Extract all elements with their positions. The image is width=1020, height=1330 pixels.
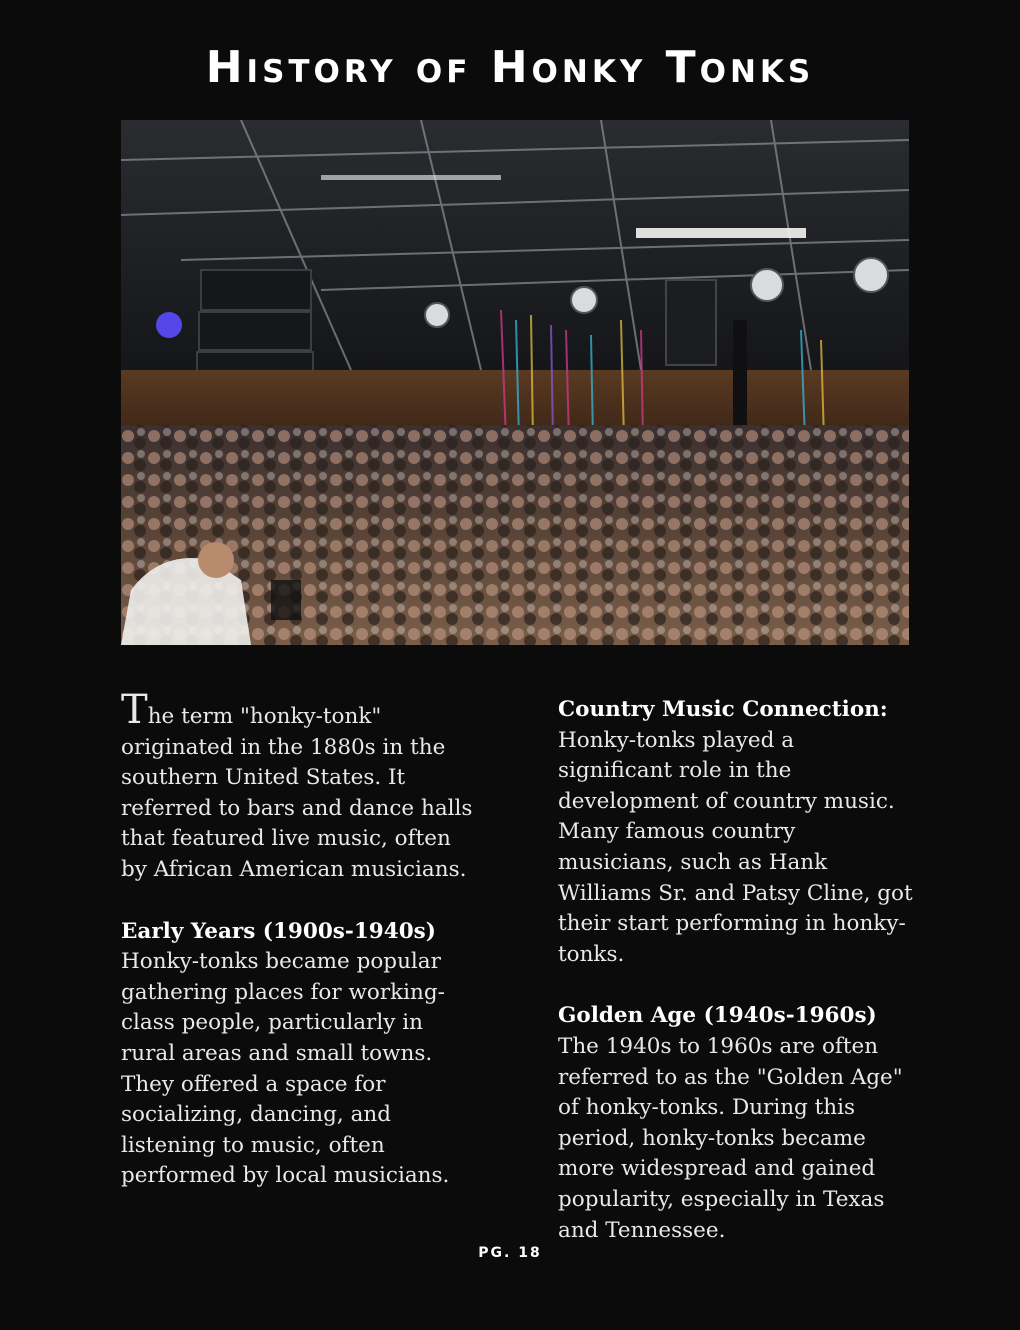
country-music-text: Honky-tonks played a significant role in the development of country music. Many famous country musicians, such as Hank Williams Sr. and Patsy Cline, got their start performing in honky-tonks. (558, 727, 913, 967)
country-music-section (558, 695, 914, 970)
page-title: History of Honky Tonks (205, 42, 815, 93)
golden-age-heading: Golden Age (1940s-1960s) (558, 1003, 877, 1029)
drop-cap: T (121, 687, 148, 733)
early-years-section (121, 917, 477, 1192)
intro-paragraph (121, 687, 477, 886)
page-number: PG. 18 (478, 1245, 542, 1261)
golden-age-section (558, 1001, 914, 1246)
country-music-heading: Country Music Connection: (558, 697, 888, 722)
crowd-photo (121, 120, 909, 645)
right-column (558, 695, 914, 1277)
early-years-heading: Early Years (1900s-1940s) (121, 918, 436, 944)
golden-age-text: The 1940s to 1960s are often referred to as the "Golden Age" of honky-tonks. During this period, honky-tonks became more widespread and gained popularity, especially in Texas and Tennessee. (558, 1033, 903, 1243)
early-years-text: Honky-tonks became popular gathering places for working-class people, particularly in rural areas and small towns. They offered a space for socializing, dancing, and listening to music, often performed by local musicians. (121, 949, 450, 1189)
left-column (121, 687, 477, 1223)
intro-text: he term "honky-tonk" originated in the 1880s in the southern United States. It referred to bars and dance halls that featured live music, often by African American musicians. (121, 704, 473, 882)
dance-hall-crowd-image (121, 120, 909, 645)
